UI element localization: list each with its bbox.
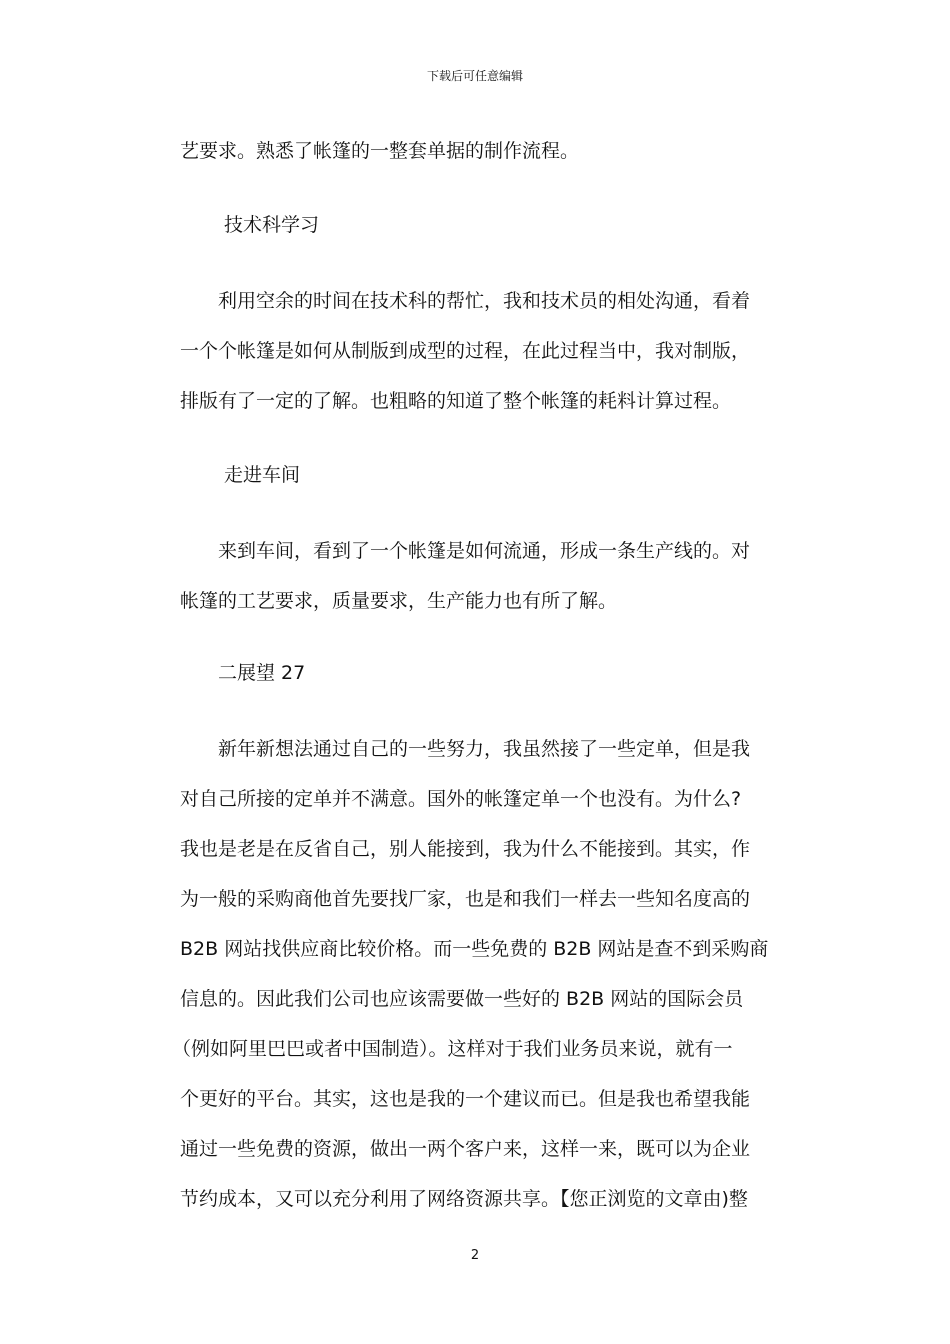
section-heading-outlook: 二展望 27 (218, 662, 306, 684)
paragraph-line: 信息的。因此我们公司也应该需要做一些好的 B2B 网站的国际会员 (180, 988, 744, 1010)
paragraph-line: 我也是老是在反省自己，别人能接到，我为什么不能接到。其实，作 (180, 838, 751, 860)
page-header: 下载后可任意编辑 (426, 69, 523, 83)
paragraph-line: 来到车间，看到了一个帐篷是如何流通，形成一条生产线的。对 (218, 540, 751, 562)
paragraph-line: （例如阿里巴巴或者中国制造）。这样对于我们业务员来说，就有一 (172, 1038, 733, 1060)
section-heading-technical: 技术科学习 (224, 214, 320, 236)
paragraph-line: B2B 网站找供应商比较价格。而一些免费的 B2B 网站是查不到采购商 (180, 938, 769, 960)
paragraph-line: 艺要求。熟悉了帐篷的一整套单据的制作流程。 (180, 140, 580, 162)
paragraph-line: 通过一些免费的资源，做出一两个客户来，这样一来，既可以为企业 (180, 1138, 751, 1160)
paragraph-line: 为一般的采购商他首先要找厂家，也是和我们一样去一些知名度高的 (180, 888, 751, 910)
paragraph-line: 利用空余的时间在技术科的帮忙，我和技术员的相处沟通，看着 (218, 290, 751, 312)
paragraph-line: 新年新想法通过自己的一些努力，我虽然接了一些定单，但是我 (218, 738, 751, 760)
paragraph-line: 排版有了一定的了解。也粗略的知道了整个帐篷的耗料计算过程。 (180, 390, 732, 412)
paragraph-line: 节约成本，又可以充分利用了网络资源共享。【您正浏览的文章由)整 (180, 1188, 748, 1210)
paragraph-line: 对自己所接的定单并不满意。国外的帐篷定单一个也没有。为什么? (180, 788, 742, 810)
page-number: 2 (470, 1248, 480, 1263)
paragraph-line: 个更好的平台。其实，这也是我的一个建议而已。但是我也希望我能 (180, 1088, 751, 1110)
paragraph-line: 一个个帐篷是如何从制版到成型的过程，在此过程当中，我对制版， (180, 340, 751, 362)
section-heading-workshop: 走进车间 (224, 464, 301, 486)
paragraph-line: 帐篷的工艺要求，质量要求，生产能力也有所了解。 (180, 590, 618, 612)
